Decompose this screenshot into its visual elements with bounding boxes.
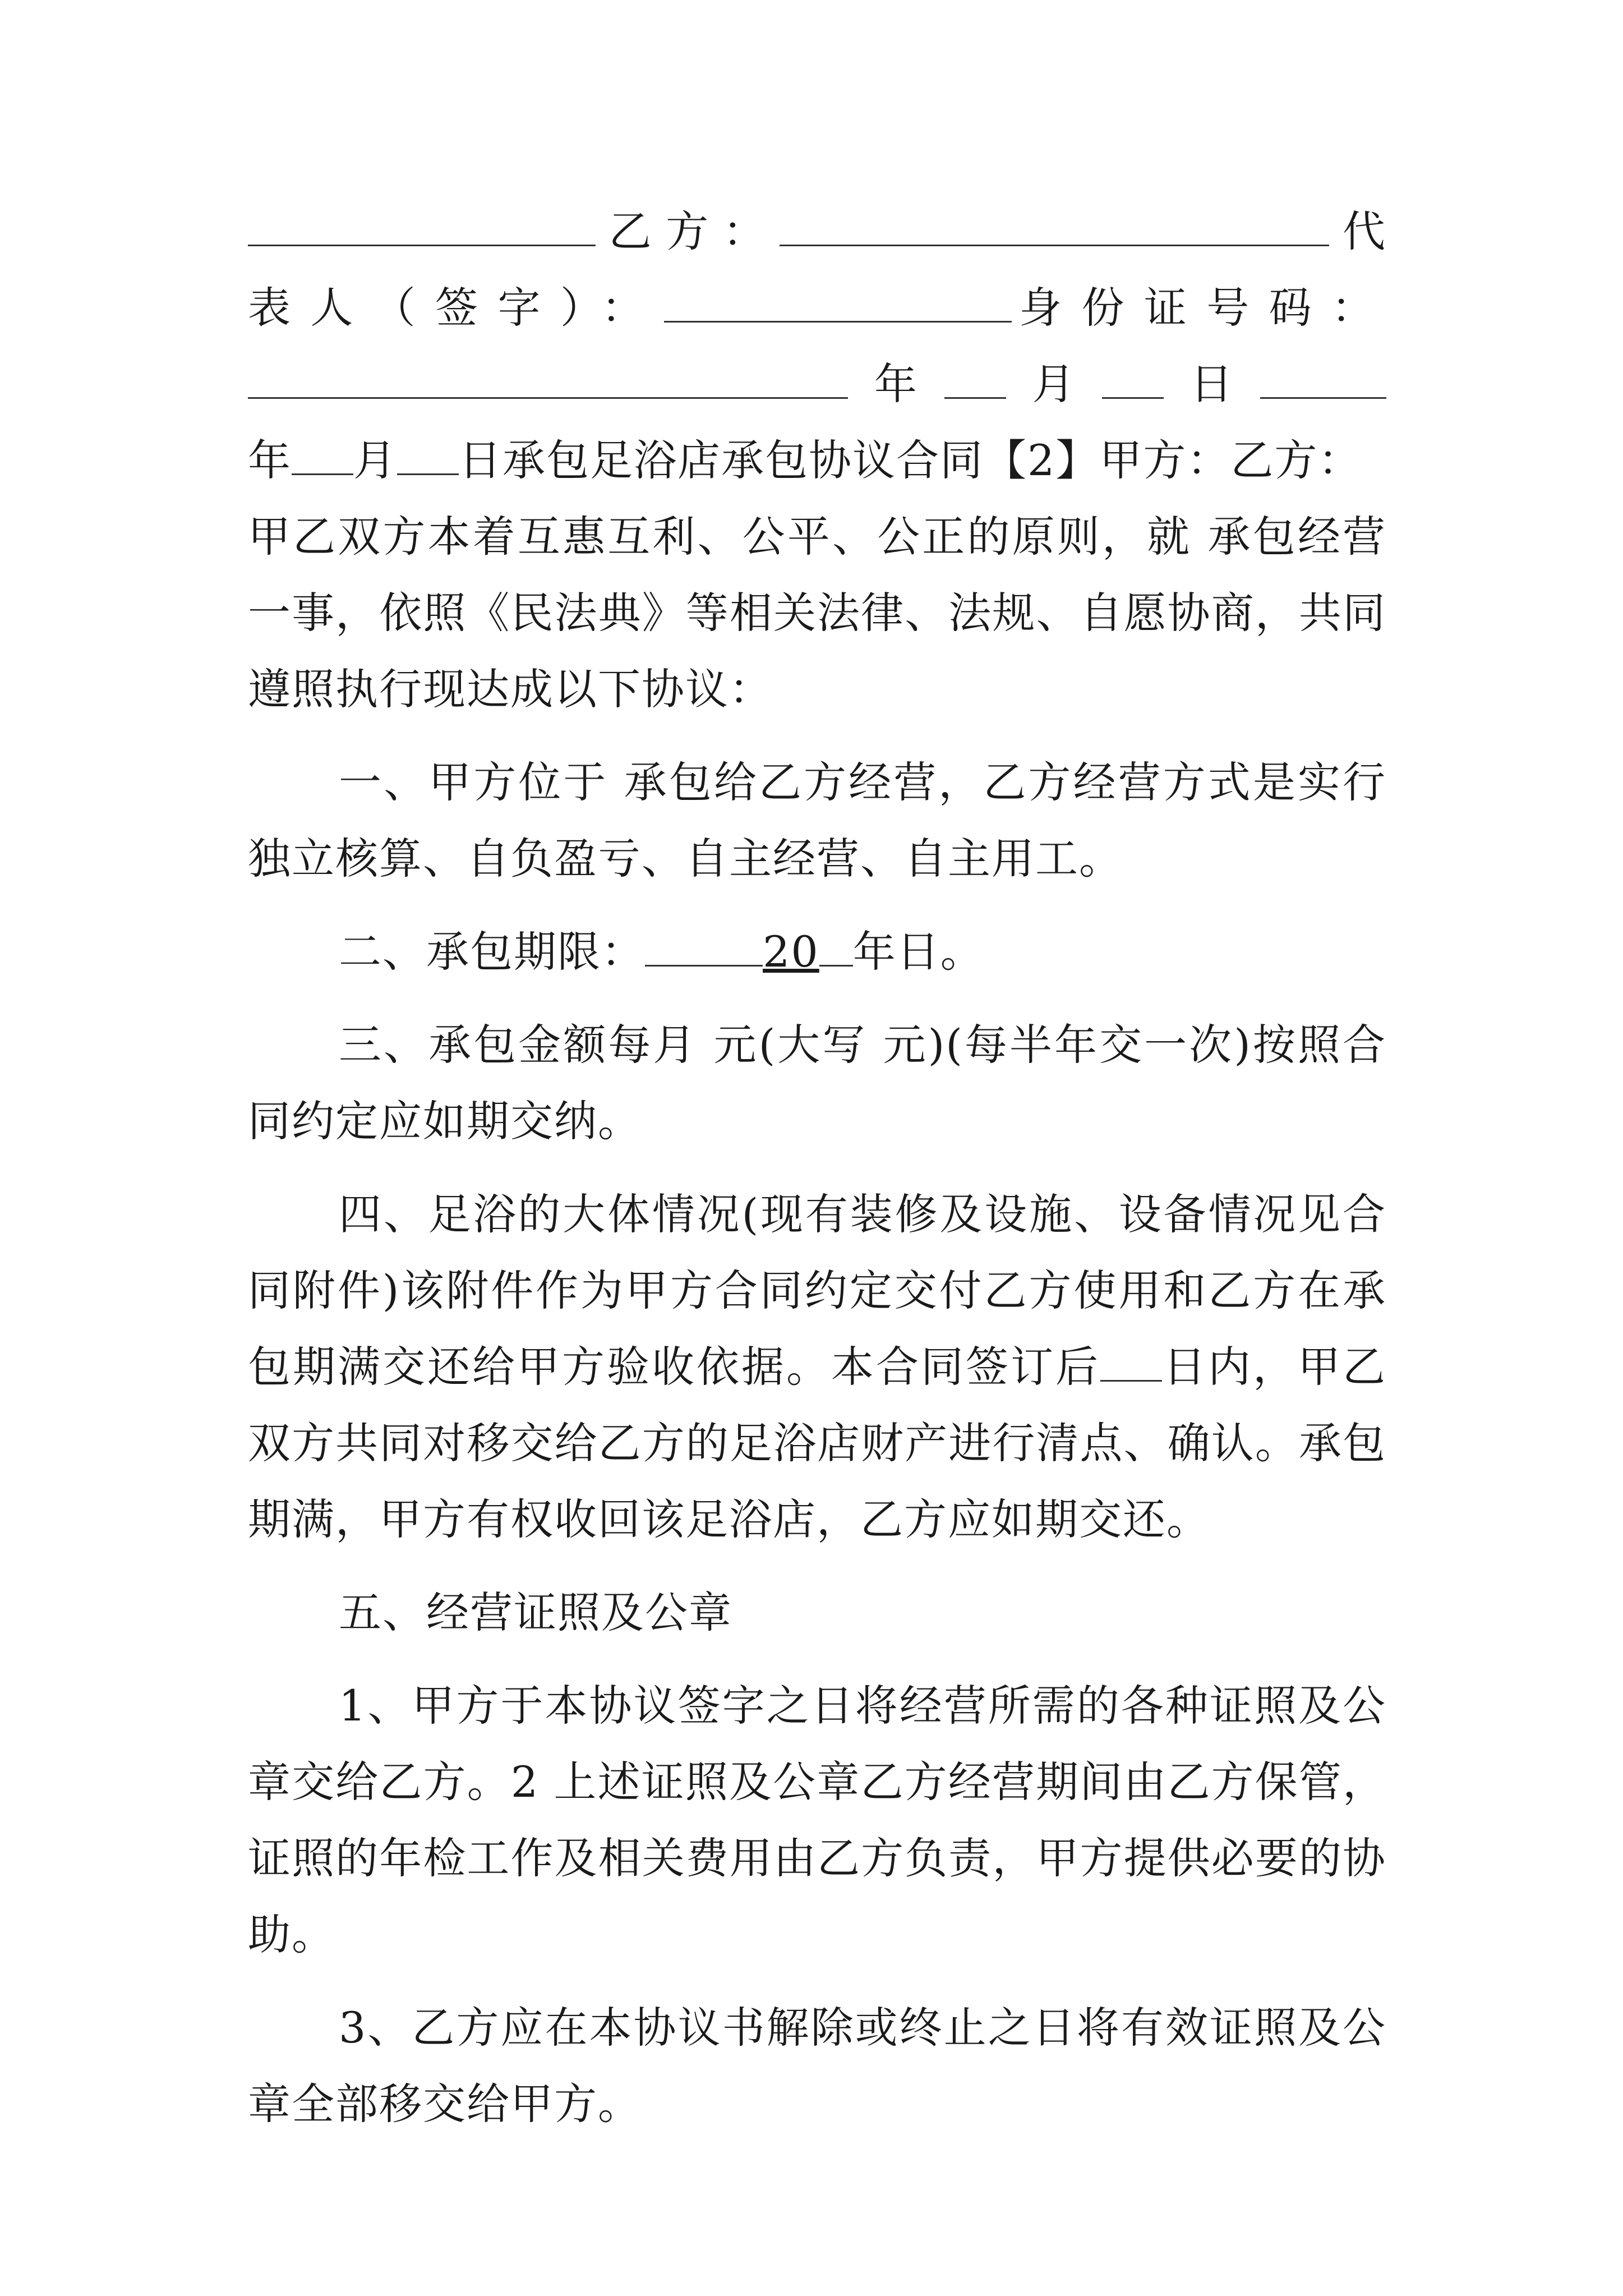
clause-4-text: 日内，甲乙: [1162, 1342, 1386, 1392]
paragraph-line: 遵照执行现达成以下协议：: [248, 664, 773, 714]
blank-field: [944, 350, 1006, 399]
year-label: 年: [248, 435, 292, 485]
party-b-line: [248, 194, 1386, 270]
blank-field: [292, 426, 353, 475]
clause-4-line: 期满，甲方有权收回该足浴店，乙方应如期交还。: [248, 1494, 1210, 1544]
clause-3-line: 三、承包金额每月 元(大写 元)(每半年交一次)按照合: [339, 1020, 1386, 1070]
clause-4-line: [248, 1329, 1386, 1405]
blank-field: [819, 918, 853, 967]
blank-field: [397, 426, 459, 475]
party-b-label: 乙方：: [596, 206, 780, 256]
contract-heading-text: 日承包足浴店承包协议合同【2】甲方：乙方：: [459, 435, 1362, 485]
id-number-label: 身份证号码：: [1011, 283, 1386, 333]
clause-4-line: 双方共同对移交给乙方的足浴店财产进行清点、确认。承包: [248, 1418, 1386, 1468]
clause-4-text: 包期满交还给甲方验收依据。本合同签订后: [248, 1342, 1100, 1392]
blank-field: [1102, 350, 1164, 399]
blank-field: [248, 350, 848, 399]
representative-line: [248, 270, 1386, 346]
blank-field: [1100, 1333, 1162, 1382]
blank-field: [645, 918, 763, 967]
month-label: 月: [353, 435, 397, 485]
clause-2-line: [248, 914, 1386, 990]
term-label: 二、承包期限：: [339, 927, 645, 977]
clause-4-line: 同附件)该附件作为甲方合同约定交付乙方使用和乙方在承: [248, 1266, 1386, 1315]
year-label: 年: [848, 359, 944, 409]
clause-5-1-line: 证照的年检工作及相关费用由乙方负责，甲方提供必要的协: [248, 1833, 1386, 1883]
month-label: 月: [1006, 359, 1103, 409]
clause-5-1-line: 章交给乙方。2 上述证照及公章乙方经营期间由乙方保管，: [248, 1757, 1386, 1807]
date-line-2: [248, 422, 1386, 499]
clause-5-1-line: 助。: [248, 1910, 335, 1959]
day-label: 日: [1164, 359, 1261, 409]
clause-4-line: 四、足浴的大体情况(现有装修及设施、设备情况见合: [339, 1189, 1386, 1239]
clause-1-line: 一、甲方位于 承包给乙方经营，乙方经营方式是实行: [339, 757, 1386, 807]
paragraph-line: 甲乙双方本着互惠互利、公平、公正的原则，就 承包经营: [248, 512, 1386, 562]
paragraph-line: 一事，依照《民法典》等相关法律、法规、自愿协商，共同: [248, 588, 1386, 638]
blank-field: [248, 197, 596, 246]
date-line-1: [248, 346, 1386, 422]
blank-field: [1260, 350, 1386, 399]
year-prefix: 20: [763, 927, 819, 977]
clause-5-1-line: 1、甲方于本协议签字之日将经营所需的各种证照及公: [339, 1681, 1386, 1731]
clause-3-line: 同约定应如期交纳。: [248, 1096, 642, 1146]
clause-1-line: 独立核算、自负盈亏、自主经营、自主用工。: [248, 834, 1123, 884]
clause-5-3-line: 3、乙方应在本协议书解除或终止之日将有效证照及公: [339, 2003, 1386, 2053]
contract-document: [248, 194, 1386, 2142]
term-suffix: 年日。: [852, 927, 984, 977]
clause-5-title: 五、经营证照及公章: [339, 1588, 732, 1637]
blank-field: [780, 197, 1329, 246]
representative-sign-label: 表人（签字）：: [248, 283, 664, 333]
blank-field: [664, 274, 1012, 323]
clause-5-3-line: 章全部移交给甲方。: [248, 2079, 642, 2129]
representative-label-start: 代: [1329, 206, 1386, 256]
